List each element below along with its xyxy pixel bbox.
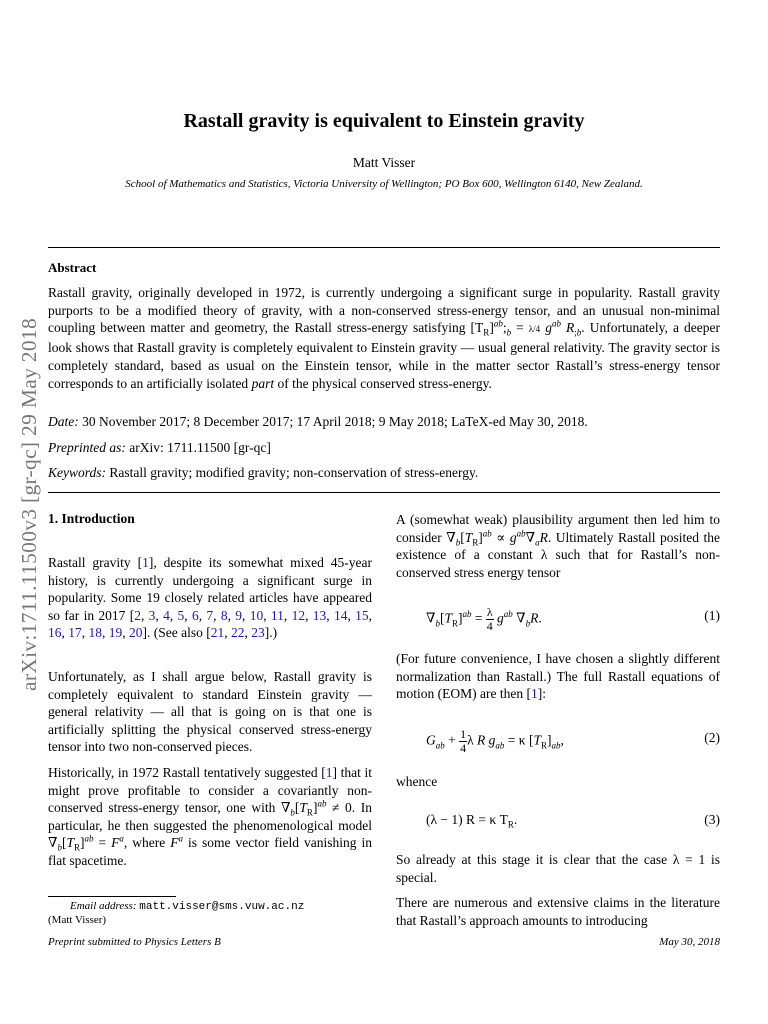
arxiv-stamp: arXiv:1711.11500v3 [gr-qc] 29 May 2018 (17, 318, 41, 692)
paper-title: Rastall gravity is equivalent to Einstein gravity (183, 110, 585, 132)
equation-number: (1) (704, 608, 720, 623)
citation-link[interactable]: 9 (235, 607, 243, 623)
equation-1: $\nabla_b[T_R]^{ab}$ = $\frac{\lambda}{4}$ $g^{ab}$ $\nabla_bR$. (1) (426, 605, 720, 633)
affiliation: School of Mathematics and Statistics, Victoria University of Wellington; PO Box 600, Wellington 6140, New Zealand. (125, 178, 643, 190)
date-line: Date: 30 November 2017; 8 December 2017; 17 April 2018; 9 May 2018; LaTeX-ed May 30, 2018. (48, 414, 588, 429)
footnote-email: Email address: matt.visser@sms.vuw.ac.nz (70, 900, 305, 913)
citation-link[interactable]: 1 (530, 686, 538, 702)
citation-link[interactable]: 2 (134, 607, 141, 623)
intro-para-3: Historically, in 1972 Rastall tentatively suggested [1] that it might prove profitable to consider a covariantly non-conserved stress-energy tensor, one with $\nabla_b[T_R]^{ab} \ne 0$. In particular, he then suggested the phenomenological model $\nabla_b[T_R]^{ab} = F^a$, where $F^a$ is some vector field vanishing in flat spacetime. (48, 765, 373, 868)
citation-link[interactable]: 21 (210, 625, 225, 641)
preprint-line: Preprinted as: arXiv: 1711.11500 [gr-qc] (48, 440, 271, 455)
equation-number: (2) (704, 730, 720, 745)
author-name: Matt Visser (352, 155, 416, 170)
citation-link[interactable]: 4 (163, 607, 170, 623)
citation-link[interactable]: 8 (220, 607, 228, 623)
page-date: May 30, 2018 (659, 936, 720, 948)
citation-link[interactable]: 20 (129, 625, 143, 641)
citation-link[interactable]: 17 (68, 625, 82, 641)
top-rule (48, 247, 720, 248)
citation-link[interactable]: 5 (177, 607, 185, 623)
abstract-heading: Abstract (48, 260, 97, 275)
citation-link[interactable]: 13 (312, 607, 327, 623)
intro-para-2: Unfortunately, as I shall argue below, Rastall gravity is completely equivalent to standard Einstein gravity — general relativity — all that is going on is that one is artificially splitting the physical conserved stress-energy tensor into two non-conserved pieces. (48, 669, 372, 755)
citation-link[interactable]: 15 (355, 607, 369, 623)
citation-link[interactable]: 14 (333, 607, 348, 623)
equation-2: $G_{ab}$ + $\frac{1}{4}$ λ R $g_{ab} = \kappa$ $[T_R]_{ab}$, (2) (426, 727, 720, 755)
citation-link[interactable]: 11 (270, 607, 284, 623)
citation-link[interactable]: 19 (108, 625, 123, 641)
citation-link[interactable]: 16 (48, 625, 62, 641)
footnote-rule (48, 896, 176, 897)
citation-link[interactable]: 22 (230, 625, 245, 641)
whence-text: whence (396, 774, 438, 789)
citation-link[interactable]: 10 (249, 607, 264, 623)
right-para-4: There are numerous and extensive claims in the literature that Rastall’s approach amounts to introducing (396, 895, 720, 928)
citation-link[interactable]: 1 (142, 555, 149, 570)
equation-number: (3) (704, 812, 720, 827)
section-heading: 1. Introduction (48, 511, 135, 526)
citation-link[interactable]: 1 (325, 765, 333, 780)
abstract-bottom-rule (48, 492, 720, 493)
intro-para-1: Rastall gravity [1], despite its somewhat mixed 45-year history, is currently undergoing a significant surge in popularity. Some 19 closely related articles have appeared so far in 2017 [2, 3, 4, 5, 6, 7, 8, 9, 10, 11, 12, 13, 14, 15, 16, 17, 18, 19, 20]. (See also [21, 22, 23].) (48, 555, 373, 641)
submission-note: Preprint submitted to Physics Letters B (48, 936, 221, 948)
citation-link[interactable]: 18 (88, 625, 102, 641)
abstract-text: Rastall gravity, originally developed in 1972, is currently undergoing a significant surge in popularity. Rastall gravity purports to be a modified theory of gravity, with a non-conserved stress-energy tensor, and an unusual non-minimal coupling between matter and geometry, the Rastall stress-energy satisfying $[T_R]^{ab};_b = \lambda/4$ $g^{ab}$ $R_{;b}$. Unfortunately, a deeper look shows that Rastall gravity is completely equivalent to Einstein gravity — usual general relativity. The gravity sector is completely standard, based as usual on the Einstein tensor, while in the matter sector Rastall’s stress-energy tensor corresponds to an artificially isolated part of the physical conserved stress-energy. (48, 285, 720, 391)
equation-3: (λ − 1) R = κ $T_R$. (3) (426, 812, 720, 830)
footnote-owner: (Matt Visser) (48, 914, 107, 926)
citation-link[interactable]: 7 (206, 607, 214, 623)
keywords-line: Keywords: Rastall gravity; modified gravity; non-conservation of stress-energy. (48, 465, 479, 480)
citation-link[interactable]: 23 (251, 625, 265, 641)
right-para-3: So already at this stage it is clear that the case λ = 1 is special. (396, 852, 720, 885)
citation-link[interactable]: 3 (148, 607, 156, 623)
right-para-2: (For future convenience, I have chosen a slightly different normalization than Rastall.) The full Rastall equations of motion (EOM) are then [1]: (396, 651, 720, 702)
right-para-1: A (somewhat weak) plausibility argument then led him to consider $\nabla_b[T_R]^{ab} \propto g^{ab}\nabla_aR$. Ultimately Rastall posited the existence of a constant λ such that for Rastall’s non-conserved stress energy tensor (396, 512, 720, 580)
citation-link[interactable]: 12 (291, 607, 306, 623)
citation-link[interactable]: 6 (191, 607, 199, 623)
